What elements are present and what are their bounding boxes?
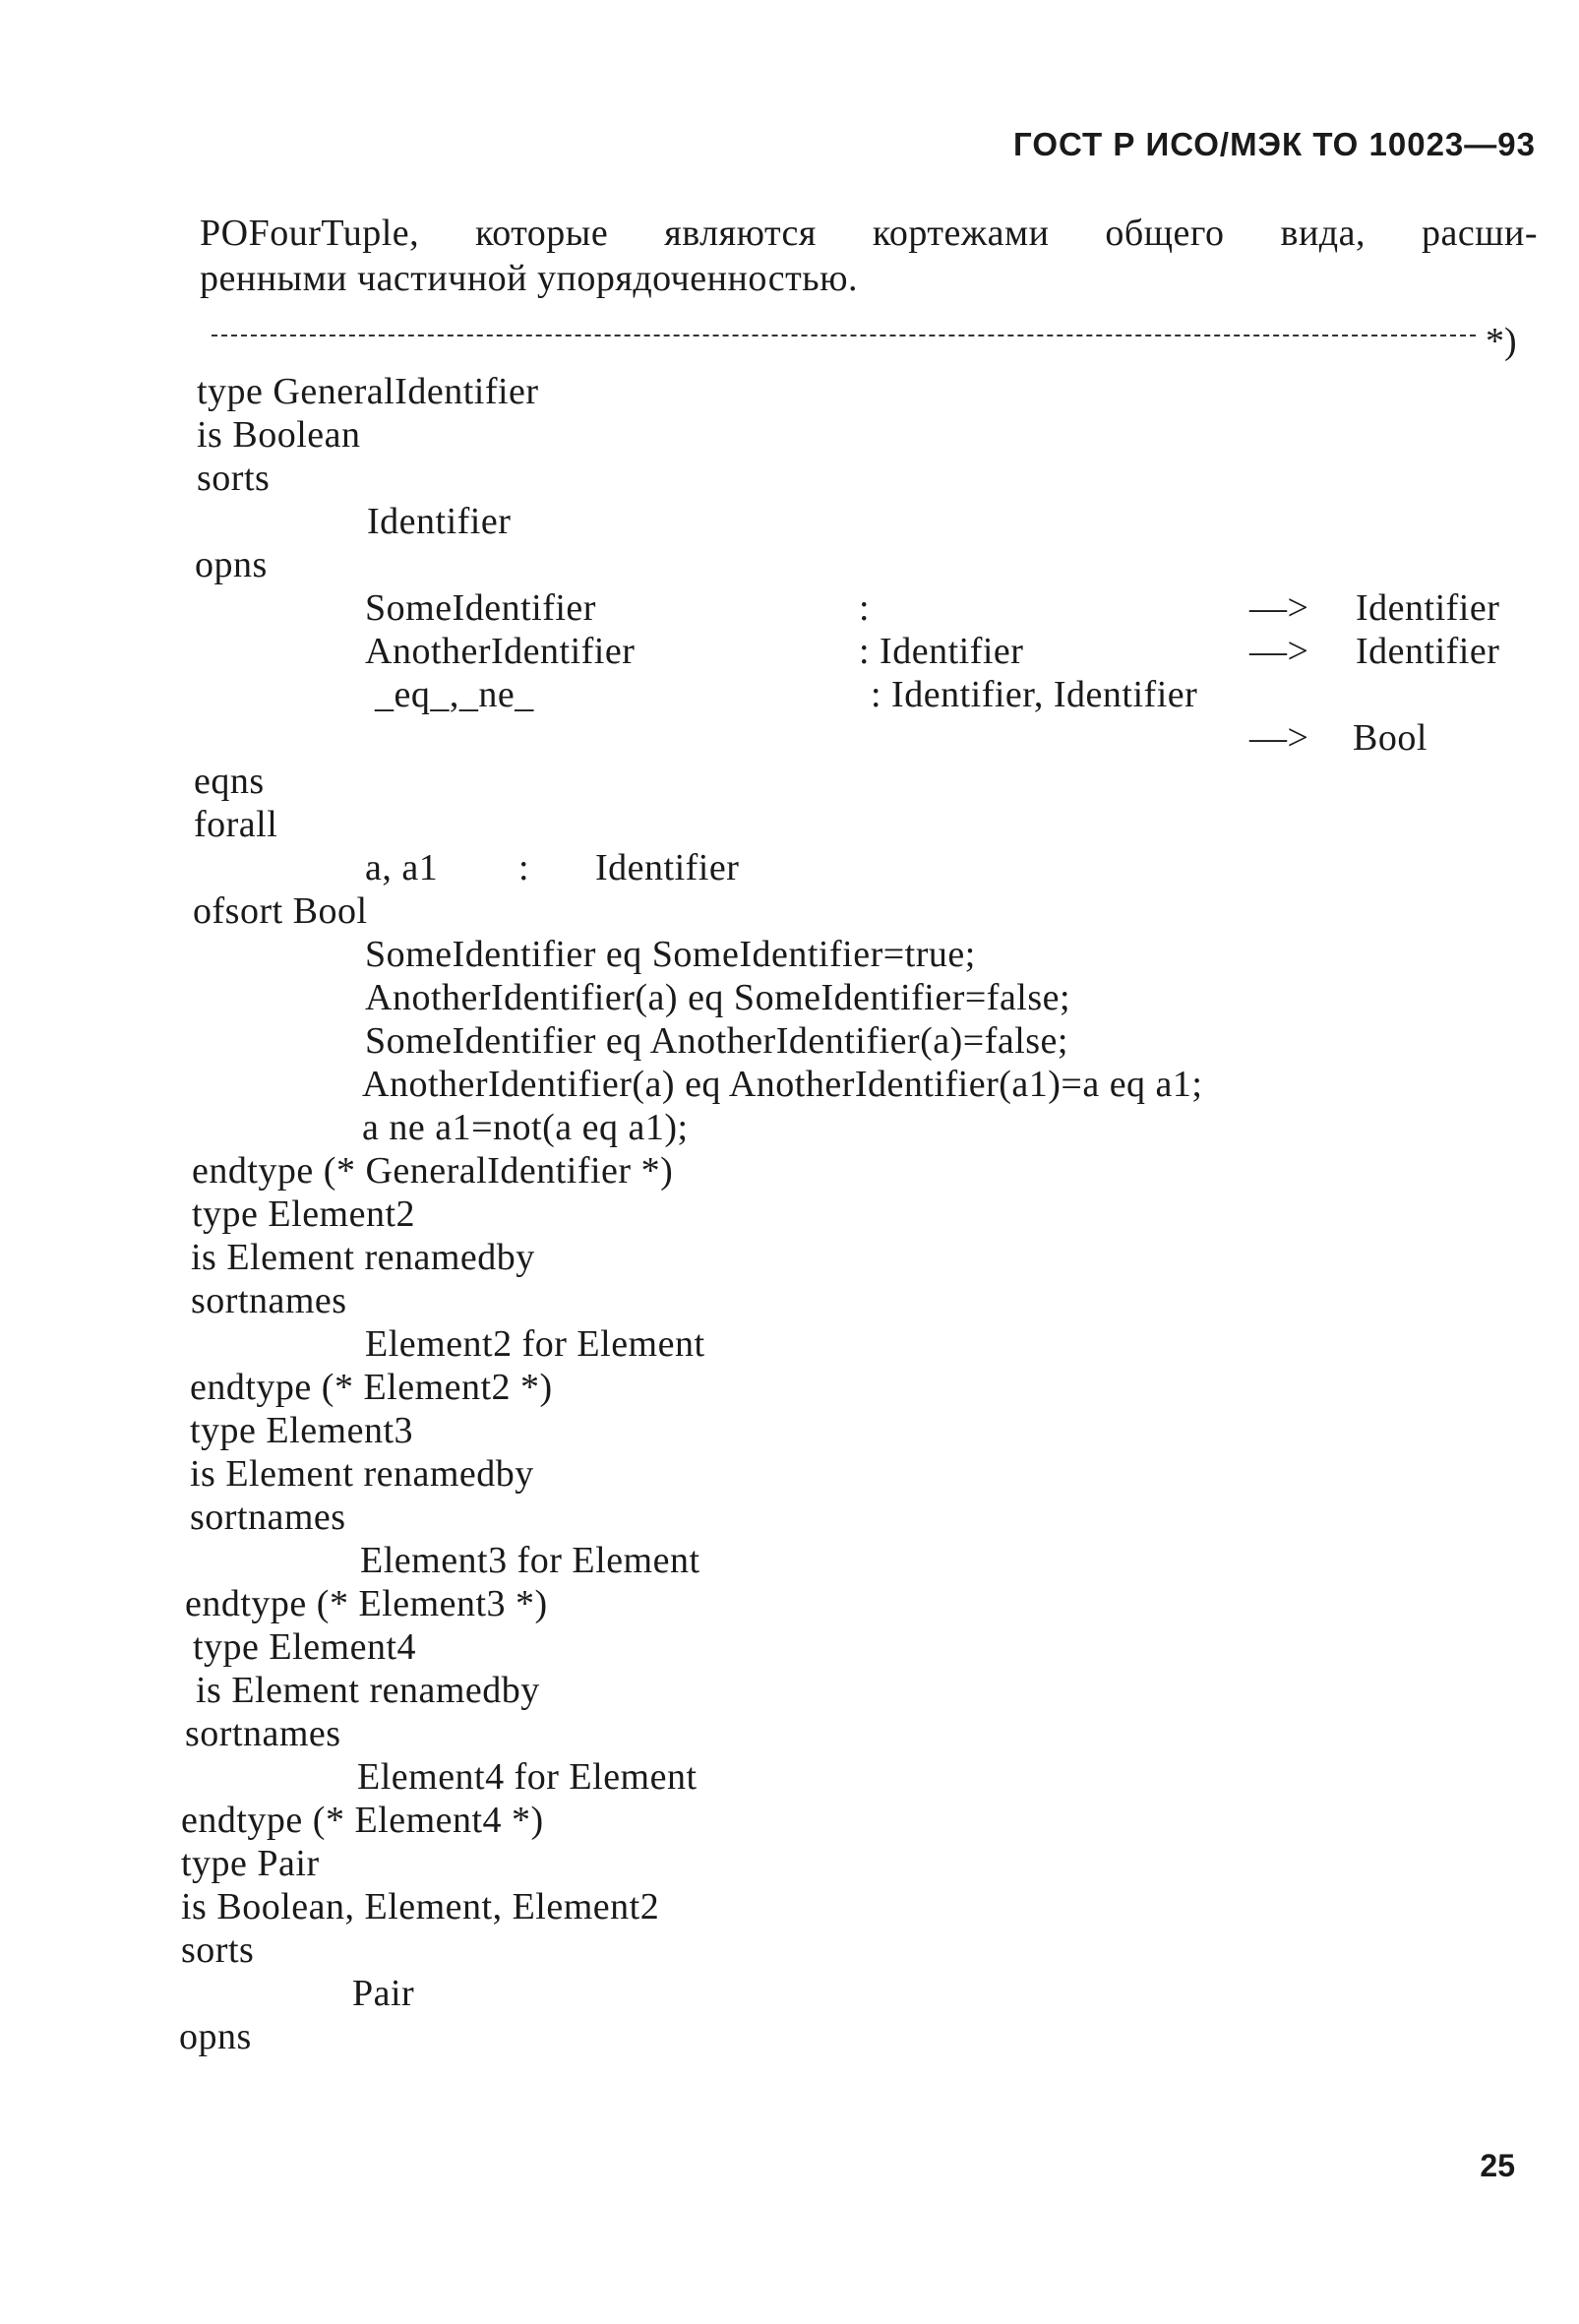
operation-result: Bool <box>1353 717 1427 759</box>
code-line: is Boolean, Element, Element2 <box>181 1886 660 1927</box>
operation-name: AnotherIdentifier <box>365 631 636 672</box>
intro-paragraph <box>200 211 1538 301</box>
comment-close-mark: *) <box>1486 321 1517 362</box>
intro-line: POFourTuple, которые являются кортежами общего вида, расши- <box>200 213 1538 254</box>
page-number: 25 <box>1480 2148 1515 2183</box>
code-line: ofsort Bool <box>193 890 368 932</box>
comment-separator-rule <box>212 335 1476 336</box>
operation-args: : Identifier <box>859 631 1024 672</box>
code-line: Identifier <box>367 501 512 542</box>
code-line: is Boolean <box>197 414 361 456</box>
equation-line: AnotherIdentifier(a) eq AnotherIdentifier(a1)=a eq a1; <box>362 1064 1203 1105</box>
code-line: type Pair <box>181 1843 320 1884</box>
code-line: Pair <box>352 1973 415 2014</box>
code-line: forall <box>194 804 278 845</box>
forall-variables: a, a1 <box>365 847 439 888</box>
operation-result: Identifier <box>1356 587 1500 629</box>
equation-line: a ne a1=not(a eq a1); <box>362 1107 689 1148</box>
code-line: opns <box>195 544 268 585</box>
forall-sort: Identifier <box>595 847 740 888</box>
intro-line: ренными частичной упорядоченностью. <box>200 258 858 299</box>
code-line: is Element renamedby <box>190 1453 534 1495</box>
code-line: sorts <box>181 1929 255 1971</box>
code-line: endtype (* GeneralIdentifier *) <box>192 1150 674 1192</box>
code-line: is Element renamedby <box>191 1237 535 1278</box>
operation-arrow: —> <box>1249 717 1309 759</box>
forall-colon: : <box>518 847 530 888</box>
code-line: sorts <box>197 458 271 499</box>
operation-arrow: —> <box>1249 631 1309 672</box>
operation-arrow: —> <box>1249 587 1309 629</box>
code-line: endtype (* Element2 *) <box>190 1367 553 1408</box>
equation-line: SomeIdentifier eq SomeIdentifier=true; <box>365 934 976 975</box>
code-line: type Element2 <box>192 1193 416 1235</box>
code-line: sortnames <box>185 1713 341 1754</box>
operation-args: : <box>859 587 871 629</box>
document-header: ГОСТ Р ИСО/МЭК ТО 10023—93 <box>1013 126 1536 162</box>
code-line: type Element3 <box>190 1410 414 1451</box>
code-line: opns <box>179 2016 252 2057</box>
code-line: Element3 for Element <box>360 1540 700 1581</box>
equation-line: SomeIdentifier eq AnotherIdentifier(a)=false; <box>365 1020 1068 1062</box>
operation-name: SomeIdentifier <box>365 587 596 629</box>
code-line: Element2 for Element <box>365 1323 705 1365</box>
operation-name: _eq_,_ne_ <box>375 674 534 715</box>
code-line: type GeneralIdentifier <box>197 371 539 412</box>
equation-line: AnotherIdentifier(a) eq SomeIdentifier=false; <box>365 977 1071 1018</box>
code-line: Element4 for Element <box>357 1756 698 1798</box>
code-line: sortnames <box>190 1497 346 1538</box>
code-line: is Element renamedby <box>196 1670 540 1711</box>
code-line: sortnames <box>191 1280 347 1321</box>
operation-args: : Identifier, Identifier <box>871 674 1198 715</box>
operation-result: Identifier <box>1356 631 1500 672</box>
code-line: endtype (* Element4 *) <box>181 1800 544 1841</box>
code-line: type Element4 <box>193 1626 417 1668</box>
code-line: endtype (* Element3 *) <box>185 1583 548 1624</box>
code-line: eqns <box>194 761 265 802</box>
